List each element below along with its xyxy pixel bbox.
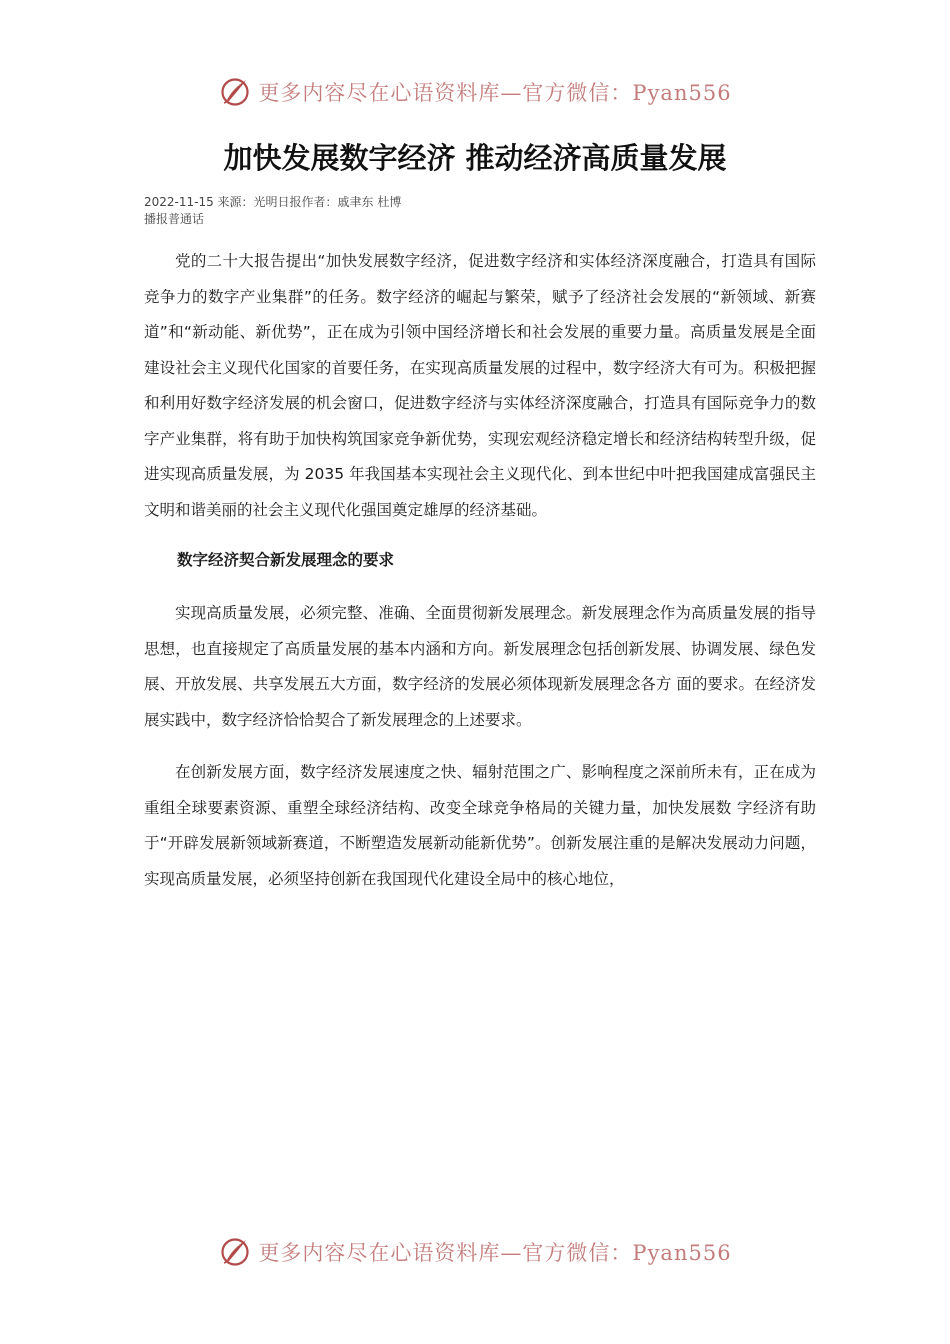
watermark-text: 更多内容尽在心语资料库—官方微信：Pyan556 [258,81,732,105]
watermark-text: 更多内容尽在心语资料库—官方微信：Pyan556 [258,1241,732,1265]
article-title: 加快发展数字经济 推动经济高质量发展 [223,141,727,175]
footer-watermark [0,1232,950,1272]
brush-logo-icon [218,75,252,109]
listen-mandarin-link[interactable]: 播报普通话 [144,212,205,226]
meta-source-line: 2022-11-15 来源：光明日报作者：戚聿东 杜博 [144,195,402,209]
header-watermark [0,72,950,112]
brush-logo-icon [218,1235,252,1269]
paragraph-intro: 党的二十大报告提出“加快发展数字经济，促进数字经济和实体经济深度融合，打造具有国际竞争力的数字产业集群”的任务。数字经济的崛起与繁荣，赋予了经济社会发展的“新领域、新赛道”和“新动能、新优势”，正在成为引领中国经济增长和社会发展的重要力量。高质量发展是全面建设社会主义现代化国家的首要任务，在实现高质量发展的过程中，数字经济大有可为。积极把握和利用好数字经济发展的机会窗口，促进数字经济与实体经济深度融合，打造具有国际竞争力的数字产业集群，将有助于加快构筑国家竞争新优势，实现宏观经济稳定增长和经济结构转型升级，促进实现高质量发展，为 2035 年我国基本实现社会主义现代化、到本世纪中叶把我国建成富强民主文明和谐美丽的社会主义现代化强国奠定雄厚的经济基础。 [144,252,816,519]
article-meta [144,194,401,228]
paragraph-new-development-concept: 实现高质量发展，必须完整、准确、全面贯彻新发展理念。新发展理念作为高质量发展的指导思想，也直接规定了高质量发展的基本内涵和方向。新发展理念包括创新发展、协调发展、绿色发展、开放发展、共享发展五大方面，数字经济的发展必须体现新发展理念各方 面的要求。在经济发展实践中，数字经济恰恰契合了新发展理念的上述要求。 [144,604,816,729]
section-heading: 数字经济契合新发展理念的要求 [177,551,395,569]
paragraph-innovation: 在创新发展方面，数字经济发展速度之快、辐射范围之广、影响程度之深前所未有，正在成为重组全球要素资源、重塑全球经济结构、改变全球竞争格局的关键力量，加快发展数 字经济有助于“开辟发展新领域新赛道，不断塑造发展新动能新优势”。创新发展注重的是解决发展动力问题，实现高质量发展，必须坚持创新在我国现代化建设全局中的核心地位， [144,763,816,888]
